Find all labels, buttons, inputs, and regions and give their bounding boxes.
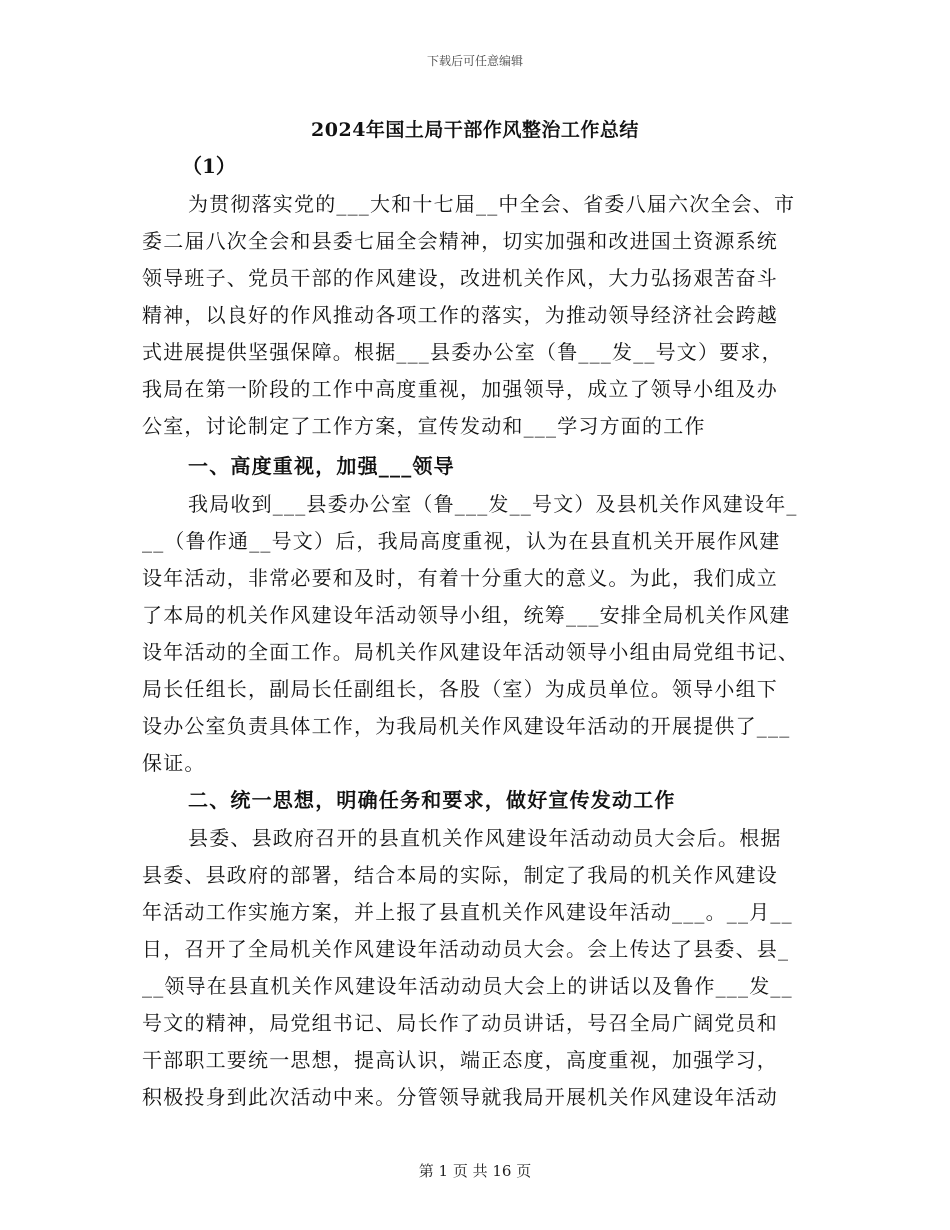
paragraph-line: 局长任组长，副局长任副组长，各股（室）为成员单位。领导小组下 (142, 677, 778, 701)
paragraph-line: 设办公室负责具体工作，为我局机关作风建设年活动的开展提供了___ (142, 714, 791, 738)
paragraph-line: 保证。 (142, 751, 206, 775)
paragraph-line: 日，召开了全局机关作风建设年活动动员大会。会上传达了县委、县_ (142, 937, 790, 961)
paragraph-line: 县委、县政府的部署，结合本局的实际，制定了我局的机关作风建设 (142, 863, 778, 887)
paragraph-line: 委二届八次全会和县委七届全会精神，切实加强和改进国土资源系统 (142, 229, 778, 253)
paragraph-line: 年活动工作实施方案，并上报了县直机关作风建设年活动___。__月__ (142, 900, 793, 924)
paragraph-line: 了本局的机关作风建设年活动领导小组，统筹___安排全局机关作风建 (142, 603, 791, 627)
page-footer: 第 1 页 共 16 页 (418, 1162, 532, 1180)
paragraph-line: 我局在第一阶段的工作中高度重视，加强领导，成立了领导小组及办 (142, 377, 778, 401)
section-heading: 一、高度重视，加强___领导 (188, 454, 455, 478)
section-heading: 二、统一思想，明确任务和要求，做好宣传发动工作 (188, 788, 676, 812)
page-header: 下载后可任意编辑 (426, 54, 523, 68)
document-title: 2024年国土局干部作风整治工作总结 (311, 119, 639, 141)
paragraph-line: 公室，讨论制定了工作方案，宣传发动和___学习方面的工作 (142, 414, 706, 438)
paragraph-line: 干部职工要统一思想，提高认识，端正态度，高度重视，加强学习， (142, 1048, 778, 1072)
paragraph-line: __领导在县直机关作风建设年活动动员大会上的讲话以及鲁作___发__ (142, 974, 793, 998)
paragraph-line: 领导班子、党员干部的作风建设，改进机关作风，大力弘扬艰苦奋斗 (142, 266, 778, 290)
paragraph-line: 我局收到___县委办公室（鲁___发__号文）及县机关作风建设年_ (188, 492, 798, 516)
paragraph-line: 县委、县政府召开的县直机关作风建设年活动动员大会后。根据 (188, 826, 782, 850)
paragraph-line: 设年活动的全面工作。局机关作风建设年活动领导小组由局党组书记、 (142, 640, 800, 664)
paragraph-line: 为贯彻落实党的___大和十七届__中全会、省委八届六次全会、市 (188, 192, 796, 216)
paragraph-line: 设年活动，非常必要和及时，有着十分重大的意义。为此，我们成立 (142, 566, 778, 590)
paragraph-line: __（鲁作通__号文）后，我局高度重视，认为在县直机关开展作风建 (142, 529, 781, 553)
paragraph-line: 积极投身到此次活动中来。分管领导就我局开展机关作风建设年活动 (142, 1085, 778, 1109)
paragraph-line: 精神，以良好的作风推动各项工作的落实，为推动领导经济社会跨越 (142, 303, 778, 327)
document-subtitle: （1） (182, 154, 236, 178)
paragraph-line: 式进展提供坚强保障。根据___县委办公室（鲁___发__号文）要求， (142, 340, 783, 364)
paragraph-line: 号文的精神，局党组书记、局长作了动员讲话，号召全局广阔党员和 (142, 1011, 778, 1035)
